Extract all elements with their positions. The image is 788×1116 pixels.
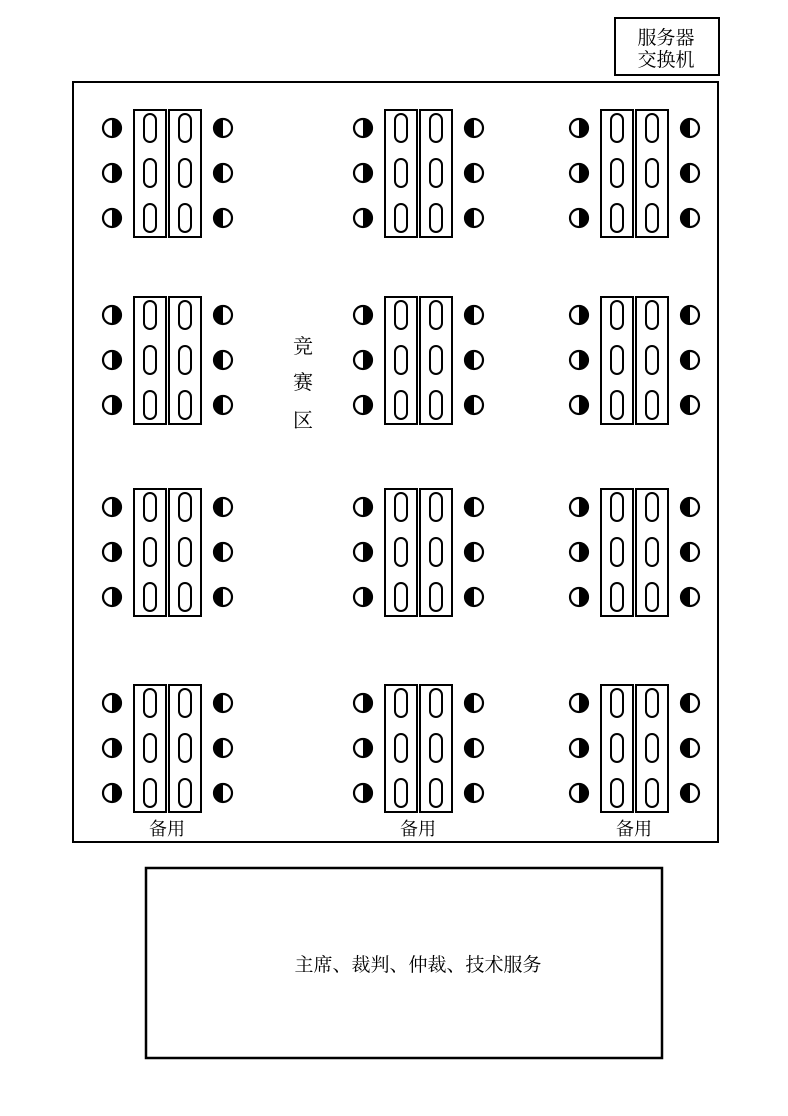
computer-slot bbox=[144, 114, 156, 142]
desk bbox=[169, 489, 201, 616]
seat-right bbox=[465, 351, 483, 369]
desk bbox=[601, 489, 633, 616]
seat-right bbox=[681, 164, 699, 182]
computer-slot bbox=[611, 159, 623, 187]
computer-slot bbox=[430, 583, 442, 611]
competition-group-r3-c2 bbox=[354, 489, 483, 616]
seat-left bbox=[103, 694, 121, 712]
seat-left bbox=[103, 209, 121, 227]
computer-slot bbox=[430, 779, 442, 807]
computer-slot bbox=[179, 689, 191, 717]
computer-slot bbox=[646, 391, 658, 419]
seat-right bbox=[681, 498, 699, 516]
seat-left bbox=[354, 739, 372, 757]
seat-right bbox=[465, 164, 483, 182]
competition-area-char-3: 区 bbox=[293, 408, 313, 432]
competition-group-r2-c2 bbox=[354, 297, 483, 424]
seat-right bbox=[214, 164, 232, 182]
seat-right bbox=[214, 396, 232, 414]
computer-slot bbox=[395, 114, 407, 142]
desk bbox=[169, 685, 201, 812]
computer-slot bbox=[144, 301, 156, 329]
computer-slot bbox=[646, 159, 658, 187]
computer-slot bbox=[144, 689, 156, 717]
computer-slot bbox=[395, 159, 407, 187]
desk bbox=[601, 685, 633, 812]
server-switch-line2: 交换机 bbox=[637, 49, 695, 71]
computer-slot bbox=[179, 346, 191, 374]
spare-label-middle: 备用 bbox=[400, 819, 436, 840]
seat-left bbox=[354, 588, 372, 606]
computer-slot bbox=[430, 346, 442, 374]
seat-left bbox=[354, 306, 372, 324]
competition-group-r4-c2 bbox=[354, 685, 483, 812]
competition-group-r3-c3 bbox=[570, 489, 699, 616]
competition-group-r1-c3 bbox=[570, 110, 699, 237]
seat-right bbox=[465, 498, 483, 516]
computer-slot bbox=[179, 779, 191, 807]
seat-right bbox=[214, 306, 232, 324]
seat-left bbox=[570, 164, 588, 182]
computer-slot bbox=[646, 301, 658, 329]
computer-slot bbox=[430, 301, 442, 329]
computer-slot bbox=[395, 538, 407, 566]
seat-left bbox=[103, 396, 121, 414]
desk bbox=[385, 110, 417, 237]
computer-slot bbox=[611, 583, 623, 611]
seat-left bbox=[103, 306, 121, 324]
competition-group-r2-c1 bbox=[103, 297, 232, 424]
competition-group-r1-c2 bbox=[354, 110, 483, 237]
computer-slot bbox=[430, 159, 442, 187]
seat-left bbox=[103, 164, 121, 182]
computer-slot bbox=[646, 689, 658, 717]
seat-right bbox=[465, 694, 483, 712]
seat-left bbox=[103, 498, 121, 516]
seat-left bbox=[570, 784, 588, 802]
computer-slot bbox=[179, 114, 191, 142]
seat-right bbox=[681, 694, 699, 712]
seat-left bbox=[570, 498, 588, 516]
seat-left bbox=[570, 543, 588, 561]
desk bbox=[385, 685, 417, 812]
seat-right bbox=[681, 396, 699, 414]
seat-left bbox=[354, 351, 372, 369]
seat-left bbox=[570, 209, 588, 227]
desk bbox=[385, 489, 417, 616]
seat-left bbox=[354, 498, 372, 516]
spare-label-right: 备用 bbox=[616, 819, 652, 840]
computer-slot bbox=[395, 301, 407, 329]
desk bbox=[134, 110, 166, 237]
seat-right bbox=[681, 543, 699, 561]
computer-slot bbox=[430, 493, 442, 521]
computer-slot bbox=[144, 159, 156, 187]
computer-slot bbox=[395, 689, 407, 717]
computer-slot bbox=[395, 779, 407, 807]
desk bbox=[169, 297, 201, 424]
desk bbox=[420, 110, 452, 237]
computer-slot bbox=[430, 204, 442, 232]
computer-slot bbox=[144, 583, 156, 611]
computer-slot bbox=[430, 689, 442, 717]
desk bbox=[420, 685, 452, 812]
seat-left bbox=[103, 119, 121, 137]
computer-slot bbox=[179, 159, 191, 187]
computer-slot bbox=[646, 779, 658, 807]
seat-right bbox=[214, 543, 232, 561]
seat-right bbox=[214, 784, 232, 802]
computer-slot bbox=[646, 114, 658, 142]
desk bbox=[636, 110, 668, 237]
competition-area-char-2: 赛 bbox=[293, 370, 313, 394]
seat-left bbox=[570, 306, 588, 324]
desk bbox=[420, 489, 452, 616]
officials-box bbox=[146, 868, 662, 1058]
computer-slot bbox=[395, 583, 407, 611]
desk bbox=[134, 685, 166, 812]
seat-left bbox=[103, 784, 121, 802]
computer-slot bbox=[646, 734, 658, 762]
seat-right bbox=[214, 209, 232, 227]
computer-slot bbox=[144, 391, 156, 419]
seat-right bbox=[681, 588, 699, 606]
computer-slot bbox=[395, 204, 407, 232]
seat-right bbox=[465, 739, 483, 757]
computer-slot bbox=[611, 538, 623, 566]
computer-slot bbox=[646, 204, 658, 232]
computer-slot bbox=[144, 204, 156, 232]
computer-slot bbox=[611, 391, 623, 419]
computer-slot bbox=[430, 391, 442, 419]
seat-right bbox=[681, 351, 699, 369]
computer-slot bbox=[179, 301, 191, 329]
seat-right bbox=[465, 306, 483, 324]
seat-right bbox=[681, 784, 699, 802]
seat-left bbox=[103, 739, 121, 757]
seat-left bbox=[354, 543, 372, 561]
computer-slot bbox=[430, 114, 442, 142]
computer-slot bbox=[179, 734, 191, 762]
computer-slot bbox=[430, 734, 442, 762]
seat-right bbox=[214, 739, 232, 757]
computer-slot bbox=[179, 493, 191, 521]
computer-slot bbox=[646, 346, 658, 374]
seat-right bbox=[214, 119, 232, 137]
computer-slot bbox=[144, 346, 156, 374]
competition-group-r4-c3 bbox=[570, 685, 699, 812]
seat-right bbox=[214, 351, 232, 369]
competition-groups bbox=[103, 110, 699, 812]
computer-slot bbox=[611, 346, 623, 374]
desk bbox=[636, 685, 668, 812]
computer-slot bbox=[144, 493, 156, 521]
seat-left bbox=[570, 351, 588, 369]
seat-right bbox=[465, 588, 483, 606]
seat-right bbox=[681, 739, 699, 757]
computer-slot bbox=[646, 583, 658, 611]
computer-slot bbox=[395, 346, 407, 374]
seat-right bbox=[214, 694, 232, 712]
computer-slot bbox=[430, 538, 442, 566]
officials-label: 主席、裁判、仲裁、技术服务 bbox=[294, 954, 542, 976]
seat-left bbox=[570, 694, 588, 712]
computer-slot bbox=[179, 583, 191, 611]
seat-right bbox=[465, 543, 483, 561]
computer-slot bbox=[395, 734, 407, 762]
desk bbox=[636, 489, 668, 616]
computer-slot bbox=[611, 493, 623, 521]
computer-slot bbox=[179, 538, 191, 566]
competition-group-r4-c1 bbox=[103, 685, 232, 812]
computer-slot bbox=[611, 689, 623, 717]
seat-right bbox=[681, 209, 699, 227]
seat-left bbox=[354, 396, 372, 414]
computer-slot bbox=[611, 779, 623, 807]
computer-slot bbox=[611, 734, 623, 762]
seat-right bbox=[214, 498, 232, 516]
seat-left bbox=[103, 351, 121, 369]
seat-left bbox=[103, 588, 121, 606]
computer-slot bbox=[179, 204, 191, 232]
desk bbox=[636, 297, 668, 424]
desk bbox=[385, 297, 417, 424]
seat-right bbox=[465, 784, 483, 802]
seat-right bbox=[681, 119, 699, 137]
seat-left bbox=[354, 694, 372, 712]
computer-slot bbox=[611, 114, 623, 142]
competition-area-label bbox=[293, 334, 313, 432]
spare-label-left: 备用 bbox=[149, 819, 185, 840]
seat-left bbox=[570, 588, 588, 606]
desk bbox=[134, 489, 166, 616]
seat-left bbox=[570, 119, 588, 137]
seat-left bbox=[354, 119, 372, 137]
desk bbox=[169, 110, 201, 237]
computer-slot bbox=[395, 391, 407, 419]
seat-right bbox=[214, 588, 232, 606]
competition-group-r3-c1 bbox=[103, 489, 232, 616]
competition-group-r1-c1 bbox=[103, 110, 232, 237]
computer-slot bbox=[179, 391, 191, 419]
computer-slot bbox=[611, 204, 623, 232]
seat-left bbox=[103, 543, 121, 561]
seat-left bbox=[354, 784, 372, 802]
computer-slot bbox=[395, 493, 407, 521]
desk bbox=[420, 297, 452, 424]
seat-right bbox=[465, 119, 483, 137]
seat-left bbox=[570, 739, 588, 757]
computer-slot bbox=[646, 493, 658, 521]
server-switch-box bbox=[615, 18, 719, 75]
competition-group-r2-c3 bbox=[570, 297, 699, 424]
computer-slot bbox=[144, 538, 156, 566]
seat-right bbox=[681, 306, 699, 324]
server-switch-line1: 服务器 bbox=[637, 27, 695, 49]
seat-left bbox=[570, 396, 588, 414]
computer-slot bbox=[144, 779, 156, 807]
seat-left bbox=[354, 164, 372, 182]
competition-area-char-1: 竞 bbox=[293, 334, 313, 358]
seat-left bbox=[354, 209, 372, 227]
seat-right bbox=[465, 396, 483, 414]
computer-slot bbox=[144, 734, 156, 762]
desk bbox=[134, 297, 166, 424]
seat-right bbox=[465, 209, 483, 227]
computer-slot bbox=[611, 301, 623, 329]
desk bbox=[601, 110, 633, 237]
computer-slot bbox=[646, 538, 658, 566]
desk bbox=[601, 297, 633, 424]
spare-labels bbox=[149, 819, 652, 840]
